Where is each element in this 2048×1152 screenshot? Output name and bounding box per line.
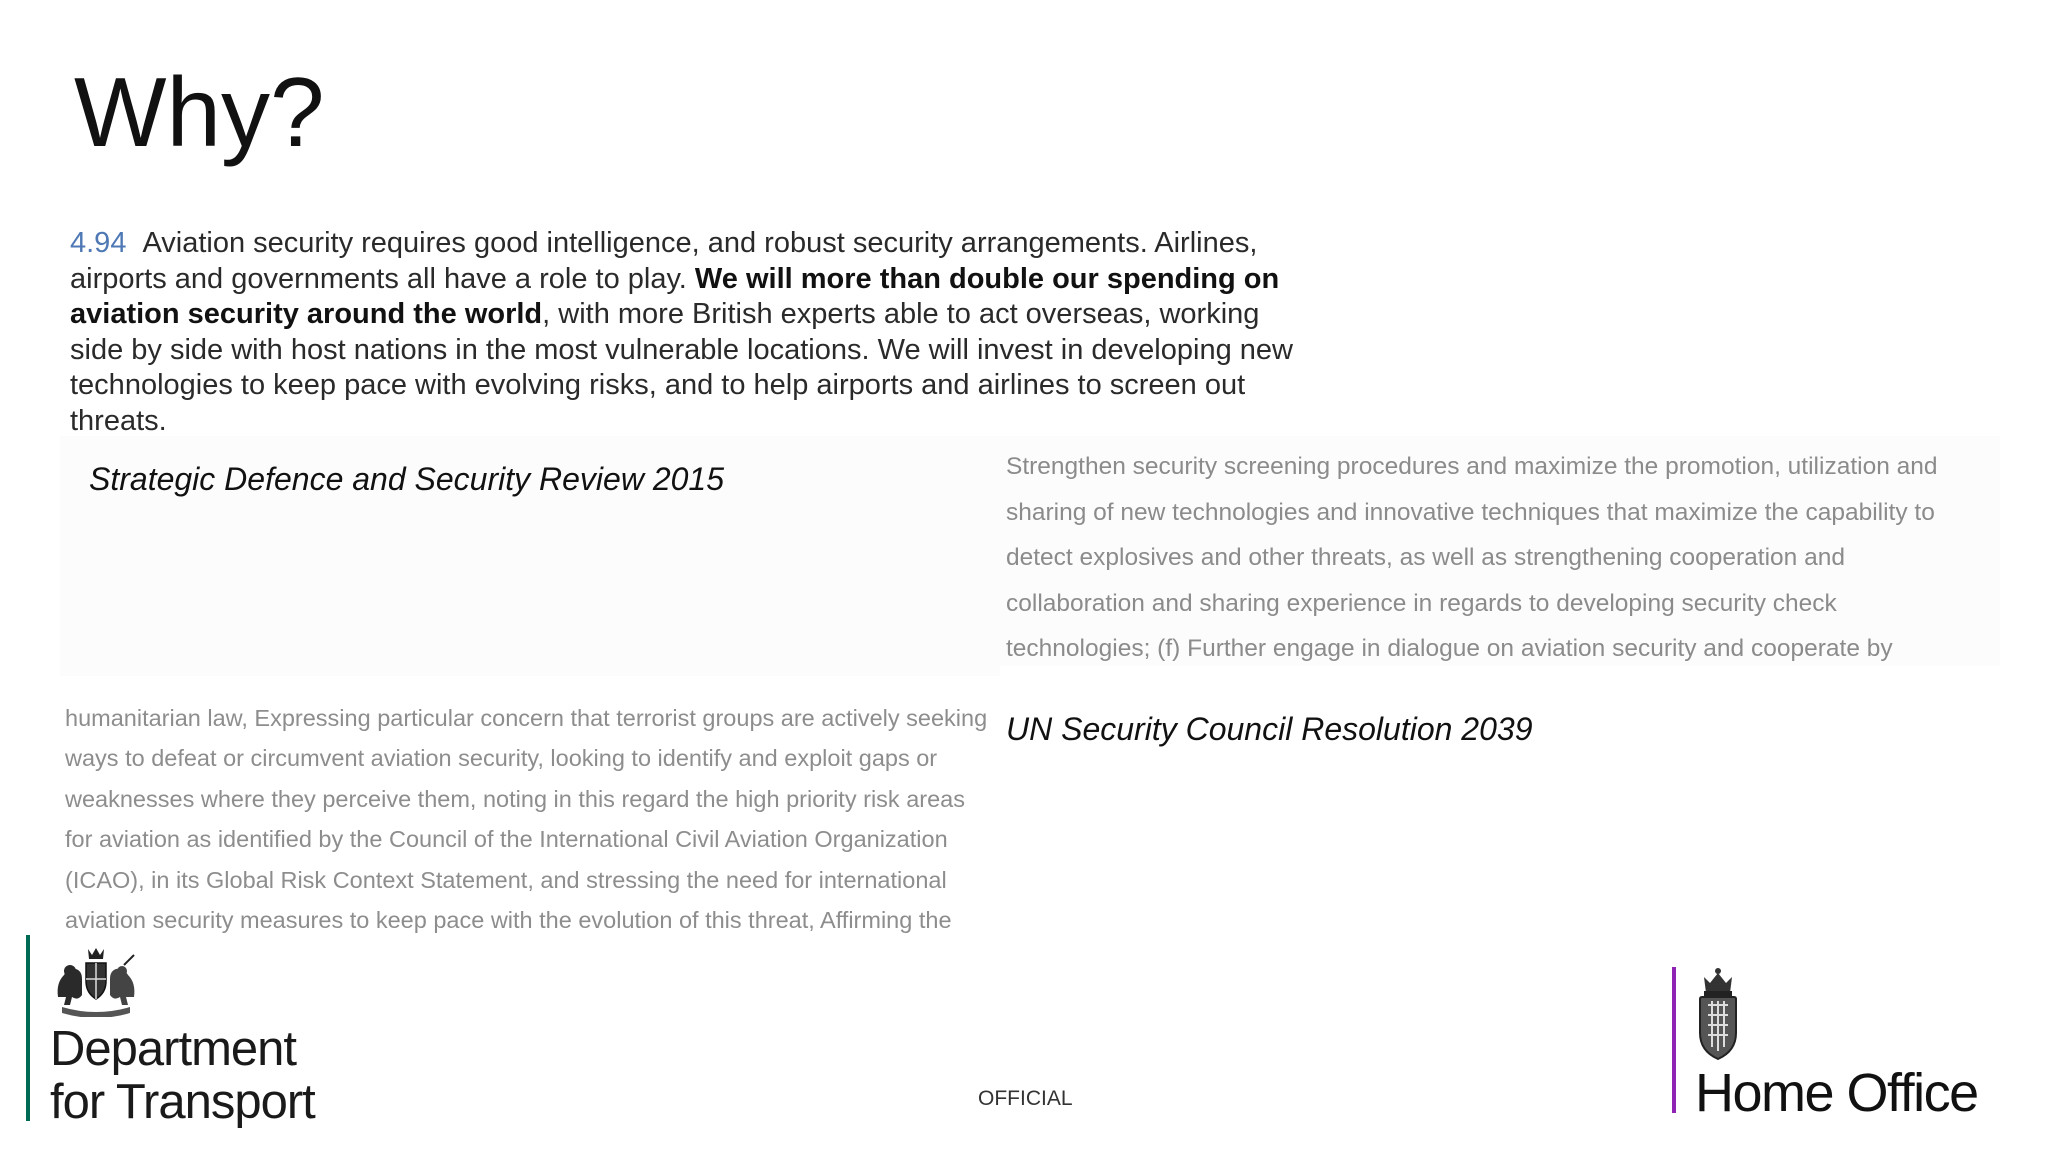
dft-wordmark-line1: Department [50,1022,297,1076]
royal-coat-of-arms-icon [48,945,144,1017]
home-office-logo [1670,965,2010,1123]
excerpt-line: Strengthen security screening procedures and maximize the promotion, utilization and [1006,453,1938,480]
excerpt-line: ways to defeat or circumvent aviation security, looking to identify and exploit gaps or [65,745,938,772]
excerpt-text: Aviation security requires good intelligence, and robust security arrangements. Airlines, airports and governments all have a role to play. [70,227,1258,295]
excerpt-line: technologies; (f) Further engage in dialogue on aviation security and cooperate by [1006,635,1893,663]
excerpt-line: aviation security measures to keep pace with the evolution of this threat, Affirming the [65,907,952,934]
excerpt-text-continued: , with more British experts able to act overseas, working side by side with host nations in the most vulnerable locations. We will invest in developing new technologies to keep pace with evolving risks, and to help airports and airlines to screen out threats. [70,298,1293,437]
dft-wordmark [50,1023,315,1129]
excerpt-line: detect explosives and other threats, as well as strengthening cooperation and [1006,544,1845,572]
official-marking: OFFICIAL [978,1087,1073,1110]
excerpt-line: weaknesses where they perceive them, noting in this regard the high priority risk areas [65,785,965,812]
excerpt-line: for aviation as identified by the Council of the International Civil Aviation Organization [65,826,948,853]
dft-wordmark-line2: for Transport [50,1075,315,1129]
home-office-wordmark: Home Office [1695,1063,1978,1123]
slide-title: Why? [74,57,325,167]
unsc-caption: UN Security Council Resolution 2039 [1006,711,1533,747]
unsc-excerpt-right [1006,444,2006,672]
home-office-accent-bar [1672,967,1676,1113]
paragraph-number: 4.94 [70,227,127,259]
excerpt-bold-text: We will more than double our spending on aviation security around the world [70,262,1280,330]
excerpt-line: collaboration and sharing experience in regards to developing security check [1006,589,1837,617]
excerpt-line: (ICAO), in its Global Risk Context Statement, and stressing the need for international [65,866,947,893]
dft-accent-bar [26,935,30,1121]
unsc-excerpt-left [65,698,1005,940]
crowned-portcullis-crest-icon [1692,967,1744,1063]
sdsr-caption: Strategic Defence and Security Review 2015 [89,461,725,497]
excerpt-line: sharing of new technologies and innovative techniques that maximize the capability to [1006,498,1935,526]
dft-logo [26,935,356,1129]
sdsr-excerpt [70,226,1310,439]
excerpt-line: humanitarian law, Expressing particular concern that terrorist groups are actively seeking [65,705,988,731]
